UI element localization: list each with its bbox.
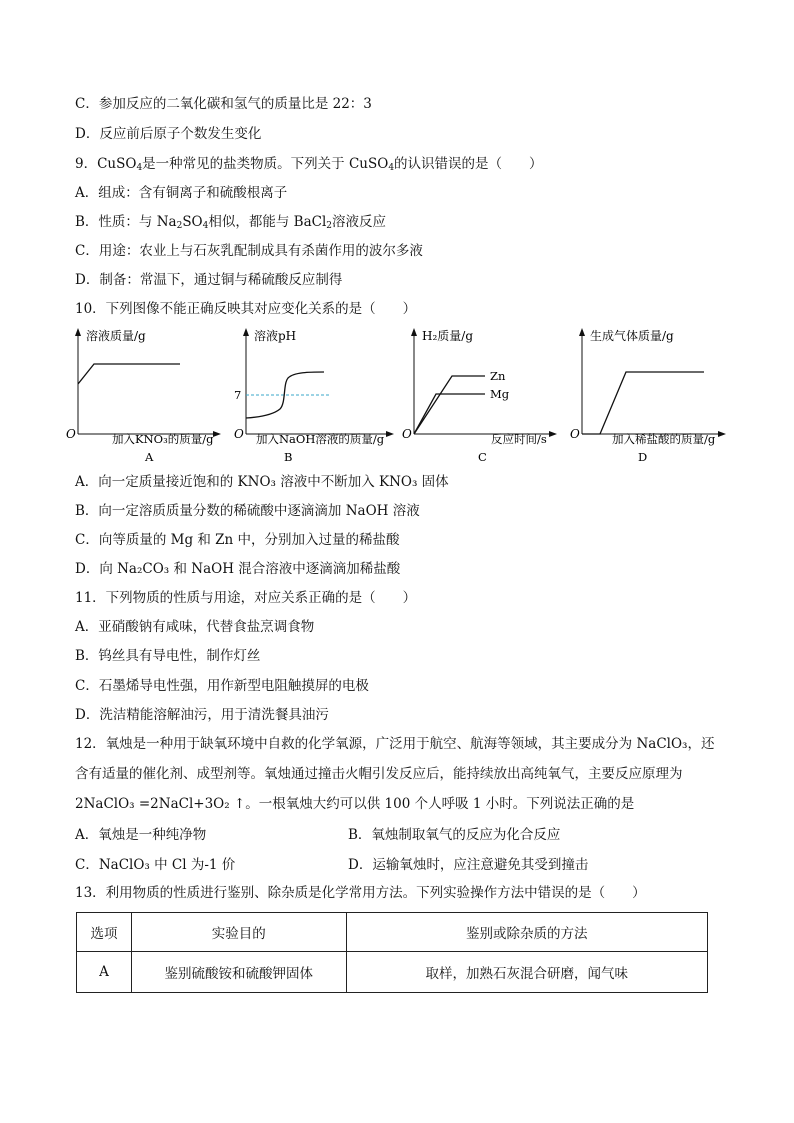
subscript: 2	[176, 221, 183, 231]
q12-stem-line1: 12．氧烛是一种用于缺氧环境中自救的化学氧源，广泛用于航空、航海等领域，其主要成分为 NaClO₃，还	[75, 736, 715, 752]
q11-option-b: B．钨丝具有导电性，制作灯丝	[75, 648, 261, 664]
q12-stem-line2: 含有适量的催化剂、成型剂等。氧烛通过撞击火帽引发反应后，能持续放出高纯氧气，主要反应原理为	[75, 766, 683, 782]
header-method: 鉴别或除杂质的方法	[346, 913, 707, 952]
q9-option-b-part: 溶液反应	[332, 214, 387, 230]
x-axis-arrow	[718, 431, 726, 437]
curve-zn	[414, 376, 485, 434]
q9-stem-part: 的认识错误的是（ ）	[394, 156, 543, 172]
q9-option-b	[75, 213, 386, 235]
curve-mg	[414, 394, 485, 434]
origin-label: O	[234, 427, 244, 441]
q10-option-d: D．向 Na₂CO₃ 和 NaOH 混合溶液中逐滴滴加稀盐酸	[75, 561, 401, 577]
y-tick-7: 7	[234, 388, 242, 402]
y-axis-label: 生成气体质量/g	[590, 329, 674, 343]
q8-option-d: D．反应前后原子个数发生变化	[75, 126, 262, 142]
q9-stem-part: 是一种常见的盐类物质。下列关于 CuSO	[142, 156, 389, 172]
subscript: 2	[326, 221, 333, 231]
q10-option-a: A．向一定质量接近饱和的 KNO₃ 溶液中不断加入 KNO₃ 固体	[75, 474, 449, 490]
q9-option-a: A．组成：含有铜离子和硫酸根离子	[75, 185, 288, 201]
y-axis-arrow	[243, 328, 249, 336]
q12-option-c: C．NaClO₃ 中 Cl 为-1 价	[75, 857, 236, 873]
x-axis-arrow	[549, 431, 557, 437]
q9-stem-part: 9．CuSO	[75, 156, 137, 172]
chart-caption: A	[145, 450, 154, 464]
subscript: 4	[136, 163, 143, 173]
q11-option-c: C．石墨烯导电性强，用作新型电阻触摸屏的电极	[75, 678, 369, 694]
chart-b	[230, 322, 395, 467]
q8-option-c: C．参加反应的二氧化碳和氢气的质量比是 22：3	[75, 96, 372, 112]
q12-option-b: B．氧烛制取氧气的反应为化合反应	[348, 827, 561, 843]
y-axis-label: 溶液pH	[254, 329, 297, 343]
q10-option-c: C．向等质量的 Mg 和 Zn 中，分别加入过量的稀盐酸	[75, 532, 400, 548]
q9-option-b-part: 相似，都能与 BaCl	[208, 214, 327, 230]
subscript: 4	[388, 163, 395, 173]
curve-gas-mass	[582, 372, 704, 434]
q12-stem-line3: 2NaClO₃ =2NaCl+3O₂ ↑。一根氧烛大约可以供 100 个人呼吸 1 小时。下列说法正确的是	[75, 796, 635, 812]
q9-option-d: D．制备：常温下，通过铜与稀硫酸反应制得	[75, 272, 343, 288]
chart-c	[398, 322, 558, 467]
subscript: 4	[202, 221, 209, 231]
q10-stem: 10．下列图像不能正确反映其对应变化关系的是（ ）	[75, 301, 417, 317]
q10-option-b: B．向一定溶质质量分数的稀硫酸中逐滴滴加 NaOH 溶液	[75, 503, 420, 519]
y-axis-arrow	[411, 328, 417, 336]
header-purpose: 实验目的	[131, 913, 346, 952]
chart-a	[62, 322, 222, 467]
y-axis-label: H₂质量/g	[422, 329, 474, 343]
chart-caption: C	[478, 450, 487, 464]
q12-option-a: A．氧烛是一种纯净物	[75, 827, 207, 843]
x-axis-label: 反应时间/s	[491, 432, 547, 446]
chart-d	[566, 322, 731, 467]
chart-caption: D	[638, 450, 648, 464]
cell-purpose: 鉴别硫酸铵和硫酸钾固体	[131, 952, 346, 993]
cell-method: 取样，加熟石灰混合研磨，闻气味	[346, 952, 707, 993]
x-axis-label: 加入NaOH溶液的质量/g	[256, 432, 385, 446]
table-header-row	[77, 913, 708, 952]
y-axis-arrow	[579, 328, 585, 336]
series-label-mg: Mg	[490, 387, 510, 401]
header-option: 选项	[77, 913, 132, 952]
x-axis-label: 加入稀盐酸的质量/g	[612, 432, 716, 446]
x-axis-label: 加入KNO₃的质量/g	[112, 432, 214, 446]
x-axis-arrow	[386, 431, 394, 437]
q13-stem: 13．利用物质的性质进行鉴别、除杂质是化学常用方法。下列实验操作方法中错误的是（ ）	[75, 885, 646, 901]
q9-stem	[75, 155, 543, 177]
origin-label: O	[570, 427, 580, 441]
q9-option-b-part: SO	[182, 214, 203, 230]
cell-option: A	[77, 952, 132, 993]
q12-option-d: D．运输氧烛时，应注意避免其受到撞击	[348, 857, 589, 873]
q9-option-c: C．用途：农业上与石灰乳配制成具有杀菌作用的波尔多液	[75, 243, 423, 259]
table-row	[77, 952, 708, 993]
q11-option-a: A．亚硝酸钠有咸味，代替食盐烹调食物	[75, 619, 315, 635]
q13-table	[76, 912, 708, 993]
x-axis-arrow	[213, 431, 221, 437]
curve-solution-mass	[78, 364, 180, 384]
series-label-zn: Zn	[490, 369, 506, 383]
y-axis-arrow	[75, 328, 81, 336]
q9-option-b-part: B．性质：与 Na	[75, 214, 177, 230]
q11-stem: 11．下列物质的性质与用途，对应关系正确的是（ ）	[75, 590, 417, 606]
y-axis-label: 溶液质量/g	[86, 329, 146, 343]
origin-label: O	[66, 427, 76, 441]
chart-caption: B	[284, 450, 293, 464]
origin-label: O	[402, 427, 412, 441]
q11-option-d: D．洗洁精能溶解油污，用于清洗餐具油污	[75, 707, 329, 723]
